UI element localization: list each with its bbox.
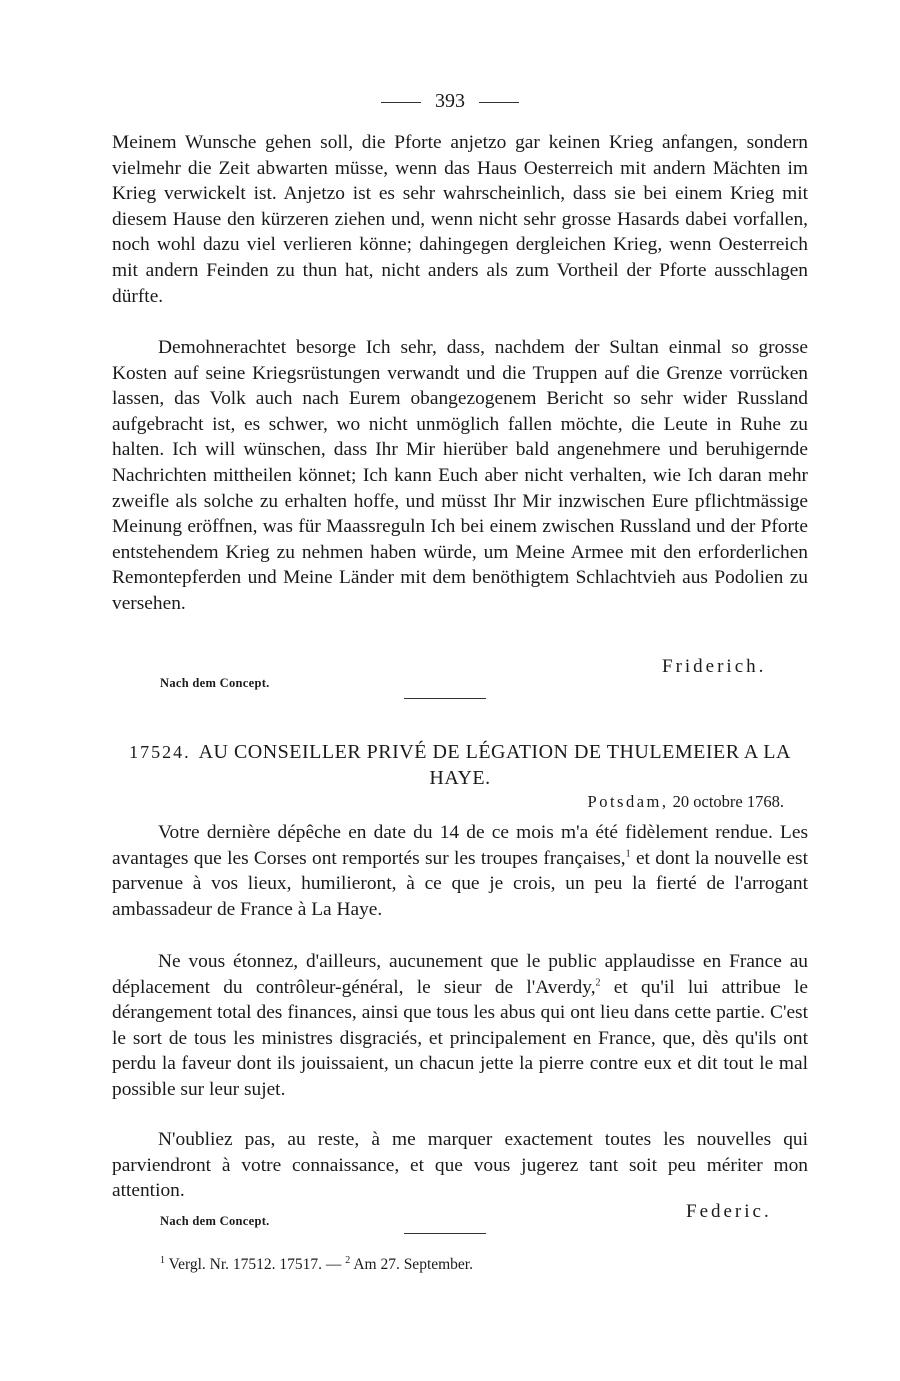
letter2-title: AU CONSEILLER PRIVÉ DE LÉGATION DE THULEMEIER A LA HAYE. (198, 741, 791, 789)
letter2-paragraph-2: Ne vous étonnez, d'ailleurs, aucunement que le public applaudisse en France au déplacement du contrôleur-général, le sieur de l'Averdy,$^2$ et qu'il lui attribue le dérangement total des finances, ainsi que tous les abus qui ont lieu dans cette partie. C'est le sort de tous les ministres disgraciés, et principalement en France, que, dès qu'ils ont perdu la faveur dont ils jouissaient, un chacun jette la pierre contre eux et dit tout le mal possible sur leur sujet. (112, 951, 809, 1100)
header-dash-right (479, 102, 519, 103)
footnote-divider (404, 1233, 486, 1234)
letter1-source-note: Nach dem Concept. (160, 676, 270, 690)
page-header (0, 90, 900, 113)
letter2-heading (112, 739, 808, 791)
letter1-paragraph-1: Meinem Wunsche gehen soll, die Pforte anjetzo gar keinen Krieg anfangen, sondern vielmehr die Zeit abwarten müsse, wenn das Haus Oesterreich mit andern Mächten im Krieg verwickelt ist. Anjetzo ist es sehr wahrscheinlich, dass sie bei einem Krieg mit diesem Hause den kürzeren ziehen und, wenn nicht sehr grosse Hasards dabei vorfallen, noch wohl dazu viel verlieren könne; dahingegen dergleichen Krieg, wenn Oesterreich mit andern Feinden zu thun hat, nicht anders als zum Vortheil der Pforte ausschlagen dürfte. (112, 132, 808, 307)
letter2-paragraph-3: N'oubliez pas, au reste, à me marquer exactement toutes les nouvelles qui parviendront à votre connaissance, et que vous jugerez tant soit peu mériter mon attention. (112, 1129, 808, 1202)
letter2-dateline (112, 792, 784, 812)
footnote-2-marker: 2 (345, 1254, 351, 1266)
letter1-paragraph-2: Demohnerachtet besorge Ich sehr, dass, nachdem der Sultan einmal so grosse Kosten auf seine Kriegsrüstungen verwandt und die Truppen auf die Grenze vorrücken lassen, das Volk auch nach Eurem obangezogenem Bericht so sehr wider Russland aufgebracht ist, es schwer, wo nicht unmöglich fallen möchte, die Leute in Ruhe zu halten. Ich will wünschen, dass Ihr Mir hierüber bald angenehmere und beruhigernde Nachrichten mittheilen könnet; Ich kann Euch aber nicht verhalten, wie Ich daran mehr zweifle als solche zu erhalten hoffe, und müsst Ihr Mir inzwischen Eure pflichtmässige Meinung eröffnen, was für Maassreguln Ich bei einem zwischen Russland und der Pforte entstehendem Krieg zu nehmen haben würde, um Meine Armee mit den erforderlichen Remontepferden und Meine Länder mit dem benöthigtem Schlachtvieh aus Podolien zu versehen. (112, 337, 808, 614)
letter2-paragraph-1: Votre dernière dépêche en date du 14 de ce mois m'a été fidèlement rendue. Les avantages que les Corses ont remportés sur les troupes françaises,$^1$ et dont la nouvelle est parvenue à vos lieux, humilieront, à ce que je crois, un peu la fierté de l'arrogant ambassadeur de France à La Haye. (112, 822, 808, 920)
footnote-ref-2: 2 (595, 977, 601, 989)
footnotes (160, 1256, 473, 1274)
letter2-number: 17524. (129, 742, 191, 762)
section-divider (404, 698, 486, 699)
footnote-2-text: Am 27. September. (353, 1256, 473, 1273)
page-number: 393 (435, 90, 465, 112)
header-dash-left (381, 102, 421, 103)
footnote-1-text: Vergl. Nr. 17512. 17517. — (168, 1256, 342, 1273)
footnote-ref-1: 1 (625, 848, 631, 860)
letter2-signature: Federic. (686, 1201, 772, 1222)
letter2-date: 20 octobre 1768. (672, 792, 784, 811)
footnote-1-marker: 1 (160, 1254, 165, 1266)
letter1-signature: Friderich. (662, 656, 767, 677)
letter2-source-note: Nach dem Concept. (160, 1214, 270, 1228)
letter2-place: Potsdam, (587, 792, 669, 811)
